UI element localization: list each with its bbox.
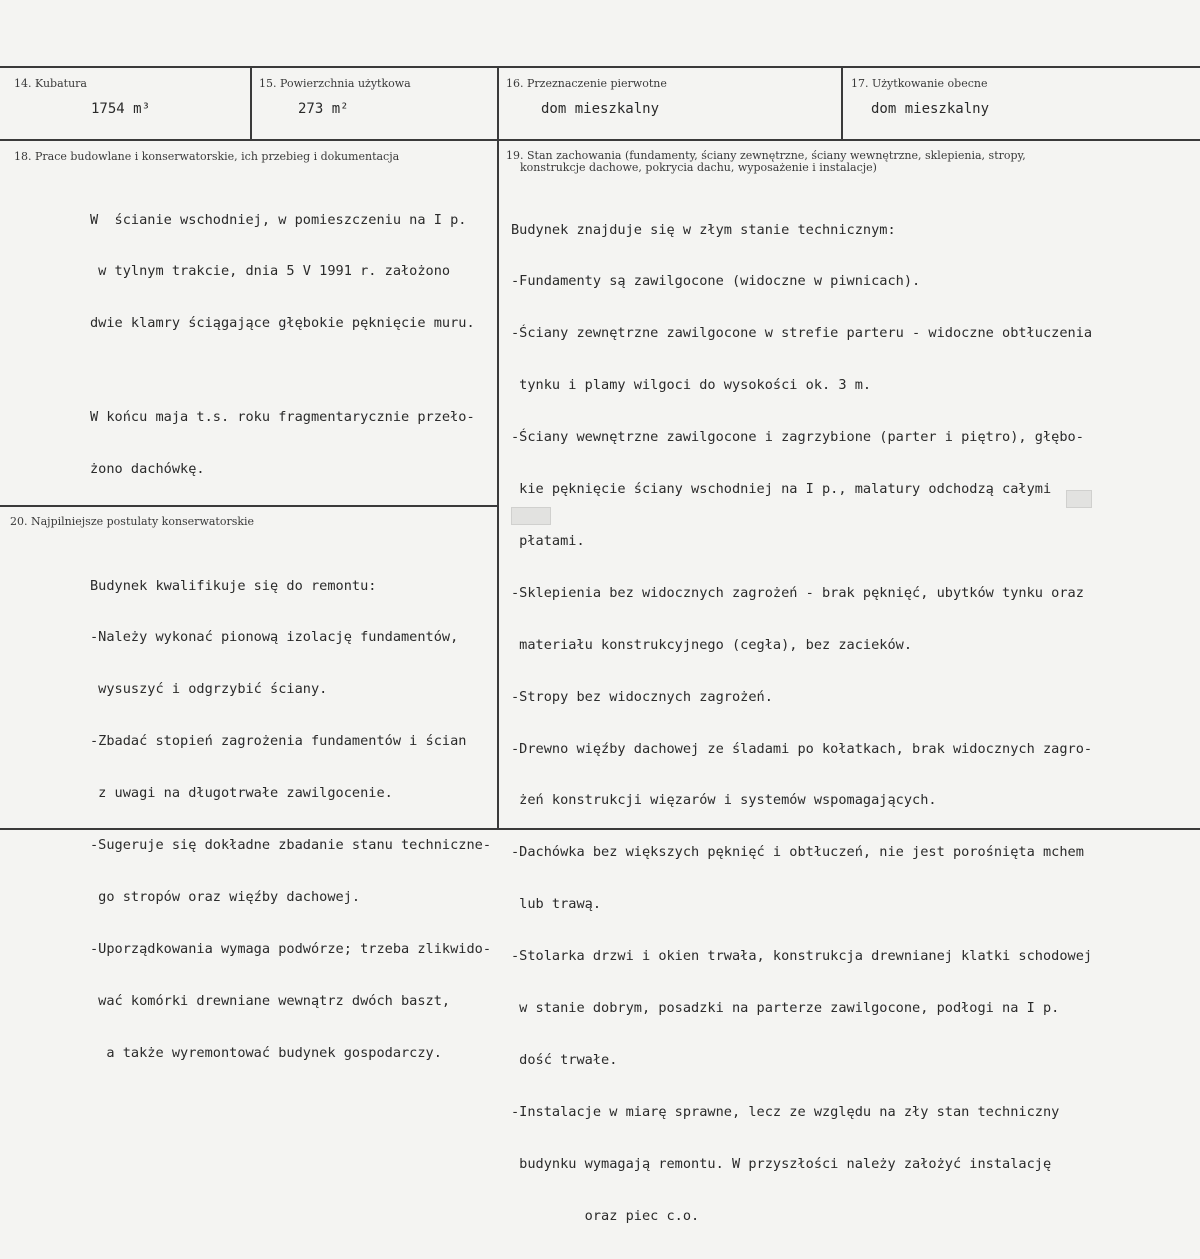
text-line: tynku i plamy wilgoci do wysokości ok. 3 m. — [511, 377, 872, 394]
text-line: a także wyremontować budynek gospodarczy. — [90, 1044, 442, 1061]
field-20-label: 20. Najpilniejsze postulaty konserwatorskie — [10, 515, 255, 528]
text-line: płatami. — [511, 532, 585, 549]
field-19-label — [506, 150, 1106, 174]
text-line: W końcu maja t.s. roku fragmentarycznie przeło- — [90, 408, 475, 425]
field-19-label-line-1: 19. Stan zachowania (fundamenty, ściany zewnętrzne, ściany wewnętrzne, sklepienia, stropy, — [506, 149, 1026, 162]
text-line: Budynek znajduje się w złym stanie technicznym: — [511, 221, 896, 238]
text-line: wać komórki drewniane wewnątrz dwóch baszt, — [90, 992, 451, 1009]
divider-16-17 — [841, 66, 843, 140]
text-line: Budynek kwalifikuje się do remontu: — [90, 577, 377, 594]
text-line: -Dachówka bez większych pęknięć i obtłuczeń, nie jest porośnięta mchem — [511, 844, 1084, 861]
field-18-label: 18. Prace budowlane i konserwatorskie, ich przebieg i dokumentacja — [14, 150, 400, 163]
field-14-label: 14. Kubatura — [14, 77, 87, 90]
divider-15-16 — [497, 66, 499, 828]
text-line: -Zbadać stopień zagrożenia fundamentów i ścian — [90, 733, 467, 750]
field-17-label: 17. Użytkowanie obecne — [851, 77, 988, 90]
field-17-value: dom mieszkalny — [871, 101, 990, 117]
field-18-text — [90, 177, 475, 513]
text-line: -Sugeruje się dokładne zbadanie stanu techniczne- — [90, 837, 492, 854]
text-line: -Drewno więźby dachowej ze śladami po kołatkach, brak widocznych zagro- — [511, 740, 1093, 757]
text-line: W ścianie wschodniej, w pomieszczeniu na I p. — [90, 211, 467, 228]
text-line: go stropów oraz więźby dachowej. — [90, 888, 361, 905]
field-14-value: 1754 m³ — [91, 101, 151, 117]
text-line: -Ściany wewnętrzne zawilgocone i zagrzybione (parter i piętro), głębo- — [511, 429, 1084, 446]
field-20-text — [90, 543, 491, 1097]
text-line: -Fundamenty są zawilgocone (widoczne w piwnicach). — [511, 273, 921, 290]
redacted-patch — [1066, 490, 1092, 508]
text-line: budynku wymagają remontu. W przyszłości należy założyć instalację — [511, 1155, 1052, 1172]
text-line: lub trawą. — [511, 896, 602, 913]
text-line: materiału konstrukcyjnego (cegła), bez zacieków. — [511, 636, 913, 653]
redacted-patch — [511, 507, 551, 525]
divider-14-15 — [250, 66, 252, 140]
text-line: żono dachówkę. — [90, 460, 205, 477]
field-15-label: 15. Powierzchnia użytkowa — [259, 77, 411, 90]
top-rule — [0, 66, 1200, 68]
text-line: oraz piec c.o. — [511, 1207, 700, 1224]
text-line: -Należy wykonać pionową izolację fundamentów, — [90, 629, 459, 646]
text-line: -Instalacje w miarę sprawne, lecz ze względu na zły stan techniczny — [511, 1103, 1060, 1120]
text-line: -Stolarka drzwi i okien trwała, konstrukcja drewnianej klatki schodowej — [511, 948, 1093, 965]
text-line: wysuszyć i odgrzybić ściany. — [90, 681, 328, 698]
text-line: żeń konstrukcji więzarów i systemów wspomagających. — [511, 792, 937, 809]
text-line: w stanie dobrym, posadzki na parterze zawilgocone, podłogi na I p. — [511, 999, 1060, 1016]
field-19-label-line-2: konstrukcje dachowe, pokrycia dachu, wyposażenie i instalacje) — [520, 161, 877, 174]
field-19-text — [511, 187, 1092, 1259]
text-line: dość trwałe. — [511, 1051, 618, 1068]
text-line: -Stropy bez widocznych zagrożeń. — [511, 688, 773, 705]
field-15-value: 273 m² — [298, 101, 349, 117]
paragraph-gap — [90, 367, 475, 374]
field-16-value: dom mieszkalny — [541, 101, 660, 117]
text-line: -Sklepienia bez widocznych zagrożeń - brak pęknięć, ubytków tynku oraz — [511, 584, 1084, 601]
field-16-label: 16. Przeznaczenie pierwotne — [506, 77, 667, 90]
text-line: -Ściany zewnętrzne zawilgocone w strefie parteru - widoczne obtłuczenia — [511, 325, 1093, 342]
row-divider-rule — [0, 139, 1200, 141]
text-line: w tylnym trakcie, dnia 5 V 1991 r. założono — [90, 263, 451, 280]
text-line: kie pęknięcie ściany wschodniej na I p., malatury odchodzą całymi — [511, 481, 1052, 498]
text-line: z uwagi na długotrwałe zawilgocenie. — [90, 785, 393, 802]
text-line: dwie klamry ściągające głębokie pęknięcie muru. — [90, 315, 475, 332]
text-line: -Uporządkowania wymaga podwórze; trzeba zlikwido- — [90, 940, 492, 957]
